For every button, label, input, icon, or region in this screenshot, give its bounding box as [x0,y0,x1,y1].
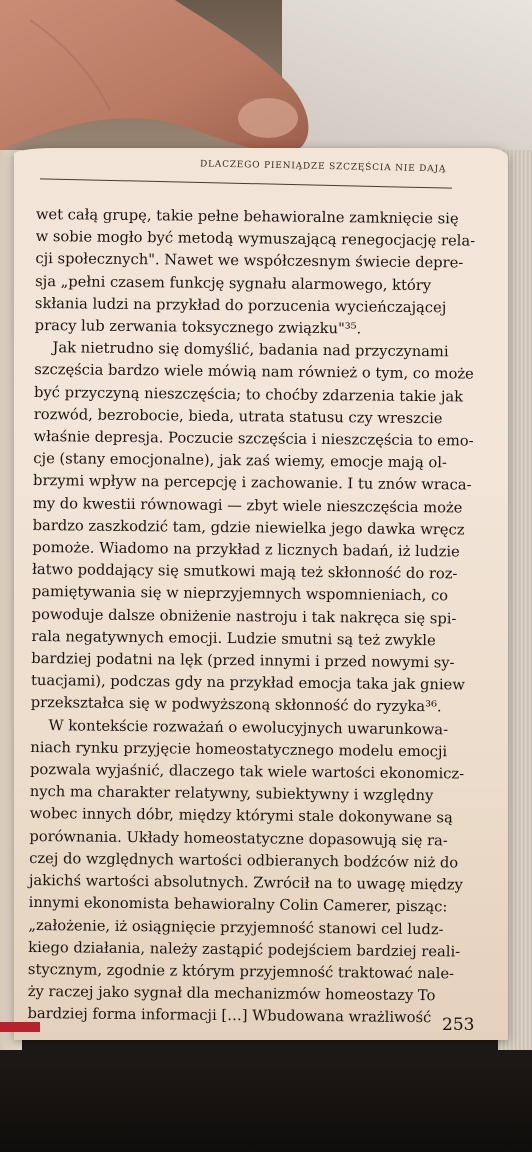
hand-thumb [0,0,320,160]
text-line: porównania. Układy homeostatyczne dopasowują się ra- [29,827,448,850]
text-line: cji społecznych". Nawet we współczesnym świecie depre- [35,250,464,272]
text-line: nych ma charakter relatywny, subiektywny i względny [29,783,434,805]
text-line: niach rynku przyjęcie homeostatycznego modelu emocji [30,738,448,761]
text-line: bardzo zaszkodzić tam, gdzie niewielka jego dawka wręcz [32,516,465,539]
text-line: pamiętywania się w nieprzyjemnych wspomnieniach, co [31,583,449,605]
text-line: skłania ludzi na przykład do porzucenia wycieńczającej [34,294,447,317]
text-line: W kontekście rozważań o ewolucyjnych uwarunkowa- [48,716,449,739]
text-line: tuacjami), podczas gdy na przykład emocja taka jak gniew [30,672,465,694]
text-line: wet całą grupę, takie pełne behawioralne zamknięcie się [35,205,459,228]
text-line: łatwo poddający się smutkowi mają też skłonność do roz- [32,561,458,583]
text-line: szczęścia bardzo wiele mówią nam również o tym, co może [34,361,474,384]
background-bottom [0,1040,532,1152]
text-line: my do kwestii równowagi — zbyt wiele nieszczęścia może [32,494,463,517]
text-line: pozwala wyjaśnić, dlaczego tak wiele wartości ekonomicz- [29,761,465,783]
text-line: rozwód, bezrobocie, bieda, utrata statusu czy wreszcie [33,405,443,428]
text-line: bardziej forma informacji […] Wbudowana wrażliwość [27,1005,432,1027]
text-line: innymi ekonomista behawioralny Colin Camerer, pisząc: [28,894,448,916]
text-line: bardziej podatni na lęk (przed innymi i przed nowymi sy- [31,650,455,672]
text-line: przekształca się w podwyższoną skłonność do ryzyka³⁶. [30,694,442,716]
text-line: w sobie mogło być metodą wymuszającą renegocjację rela- [35,228,476,250]
text-line: cje (stany emocjonalne), jak zaś wiemy, emocje mają ol- [33,450,448,472]
text-line: brzymi wpływ na percepcję i zachowanie. I tu znów wraca- [33,472,472,495]
text-line: być przyczyną nieszczęścia; to choćby zdarzenia takie jak [33,383,464,406]
text-line: „założenie, iż osiągnięcie przyjemność stanowi cel ludz- [28,916,444,938]
text-line: jakichś wartości absolutnych. Zwrócił na to uwagę między [28,872,463,894]
text-line: pomoże. Wiadomo na przykład z licznych badań, iż ludzie [32,539,460,561]
text-line: powoduje dalsze obniżenie nastroju i tak nakręca się spi- [31,605,457,628]
running-head: DLACZEGO PIENIĄDZE SZCZĘŚCIA NIE DAJĄ [199,159,447,175]
text-line: ży raczej jako sygnał dla mechanizmów homeostazy To [27,983,436,1005]
text-line: sja „pełni czasem funkcję sygnału alarmowego, który [35,272,432,294]
text-line: pracy lub zerwania toksycznego związku"³⁵. [34,317,362,338]
text-line: Jak nietrudno się domyślić, badania nad przyczynami [52,339,449,361]
text-line: kiego działania, należy zastąpić podejściem bardziej reali- [28,938,461,961]
text-line: wobec innych dóbr, między którymi stale dokonywane są [29,805,453,827]
body-text [27,204,486,1030]
text-line: rala negatywnych emocji. Ludzie smutni są też zwykle [31,627,436,650]
text-line: stycznym, zgodnie z którym przyjemność traktować nale- [27,960,455,983]
text-line: właśnie depresja. Poczucie szczęścia i nieszczęścia to emo- [33,428,474,450]
text-line: czej do względnych wartości odbieranych bodźców niż do [29,849,459,872]
page-number: 253 [442,1015,475,1035]
